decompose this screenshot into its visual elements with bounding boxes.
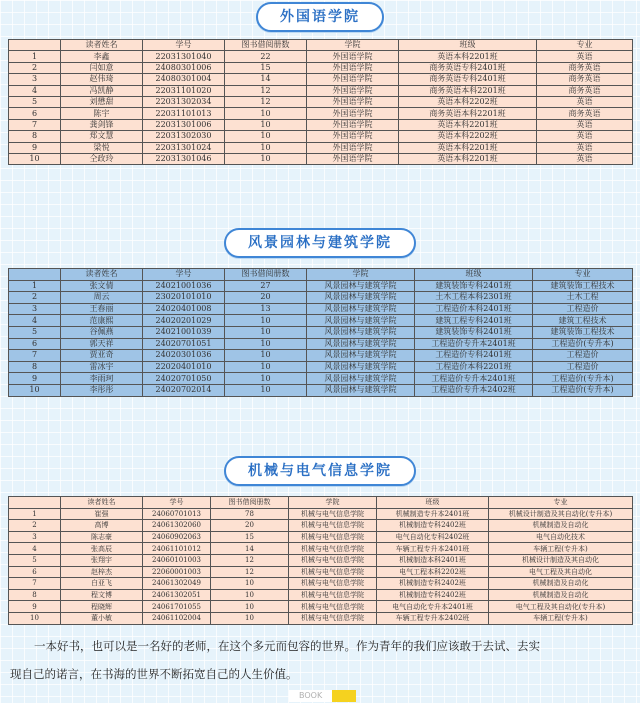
book-badge-accent xyxy=(332,690,356,702)
table-cell: 工程造价专升本2401班 xyxy=(415,338,533,350)
column-header: 学号 xyxy=(143,40,225,51)
table-cell: 机械与电气信息学院 xyxy=(289,520,377,532)
table-cell: 3 xyxy=(9,74,61,85)
table-cell: 1 xyxy=(9,51,61,62)
table-cell: 机械制造本科2401班 xyxy=(377,554,489,566)
table-row xyxy=(9,131,633,142)
table-cell: 建筑装饰专科2401班 xyxy=(415,326,533,338)
table-cell: 24020401008 xyxy=(143,303,225,315)
table-cell: 机械与电气信息学院 xyxy=(289,566,377,578)
table-cell: 22020401010 xyxy=(143,361,225,373)
table-cell: 风景园林与建筑学院 xyxy=(307,292,415,304)
table-cell: 英语本科2201班 xyxy=(399,142,537,153)
table-cell: 梁悦 xyxy=(61,142,143,153)
table-row xyxy=(9,326,633,338)
table-cell: 23020101010 xyxy=(143,292,225,304)
table-cell: 外国语学院 xyxy=(307,142,399,153)
table-cell: 英语 xyxy=(537,96,633,107)
table-cell: 风景园林与建筑学院 xyxy=(307,315,415,327)
table-cell: 10 xyxy=(225,338,307,350)
table-row xyxy=(9,612,633,624)
table-cell: 闫如意 xyxy=(61,62,143,73)
table-cell: 5 xyxy=(9,96,61,107)
section-title-foreign-languages: 外国语学院 xyxy=(256,2,384,32)
table-cell: 周云 xyxy=(61,292,143,304)
table-cell: 10 xyxy=(211,612,289,624)
table-cell: 24061302060 xyxy=(143,520,211,532)
table-cell: 24061302049 xyxy=(143,578,211,590)
table-cell: 22031101020 xyxy=(143,85,225,96)
table-cell: 7 xyxy=(9,350,61,362)
table-cell: 程文博 xyxy=(61,589,143,601)
table-row xyxy=(9,85,633,96)
table-cell: 工程造价 xyxy=(533,303,633,315)
table-cell: 78 xyxy=(211,508,289,520)
table-cell: 27 xyxy=(225,280,307,292)
table-cell: 8 xyxy=(9,361,61,373)
table-cell: 外国语学院 xyxy=(307,74,399,85)
table-cell: 机械制造及自动化 xyxy=(489,589,633,601)
table-cell: 4 xyxy=(9,315,61,327)
table-header-row xyxy=(9,497,633,509)
table-cell: 24061102004 xyxy=(143,612,211,624)
column-header: 学号 xyxy=(143,269,225,281)
table-cell: 10 xyxy=(225,373,307,385)
table-cell: 工程造价专升本2402班 xyxy=(415,384,533,396)
table-cell: 车辆工程(专升本) xyxy=(489,612,633,624)
column-header: 学号 xyxy=(143,497,211,509)
table-cell: 10 xyxy=(211,589,289,601)
table-cell: 22031301040 xyxy=(143,51,225,62)
table-cell: 12 xyxy=(211,554,289,566)
table-cell: 10 xyxy=(211,578,289,590)
table-cell: 机械与电气信息学院 xyxy=(289,612,377,624)
table-cell: 土木工程 xyxy=(533,292,633,304)
column-header: 读者姓名 xyxy=(61,497,143,509)
table-cell: 12 xyxy=(225,96,307,107)
table-cell: 车辆工程(专升本) xyxy=(489,543,633,555)
table-cell: 6 xyxy=(9,108,61,119)
table-cell: 董小敏 xyxy=(61,612,143,624)
table-cell: 24060101003 xyxy=(143,554,211,566)
table-cell: 24060701013 xyxy=(143,508,211,520)
table-cell: 8 xyxy=(9,131,61,142)
column-header: 专业 xyxy=(533,269,633,281)
table-cell: 机械与电气信息学院 xyxy=(289,554,377,566)
table-cell: 8 xyxy=(9,589,61,601)
table-cell: 10 xyxy=(225,361,307,373)
table-cell: 商务英语专科2401班 xyxy=(399,74,537,85)
column-header xyxy=(9,269,61,281)
table-row xyxy=(9,62,633,73)
table-cell: 外国语学院 xyxy=(307,85,399,96)
closing-line-1: 一本好书，也可以是一名好的老师，在这个多元而包容的世界。作为青年的我们应该敢于去试、去实 xyxy=(34,639,540,653)
table-row xyxy=(9,303,633,315)
column-header: 专业 xyxy=(537,40,633,51)
table-cell: 范康熙 xyxy=(61,315,143,327)
table-row xyxy=(9,51,633,62)
table-cell: 王春丽 xyxy=(61,303,143,315)
table-cell: 22031302030 xyxy=(143,131,225,142)
table-cell: 外国语学院 xyxy=(307,108,399,119)
table-cell: 风景园林与建筑学院 xyxy=(307,303,415,315)
table-cell: 14 xyxy=(211,543,289,555)
table-row xyxy=(9,361,633,373)
table-cell: 机械设计制造及其自动化 xyxy=(489,554,633,566)
table-cell: 赵伟琦 xyxy=(61,74,143,85)
column-header: 学院 xyxy=(307,269,415,281)
table-cell: 风景园林与建筑学院 xyxy=(307,361,415,373)
table-cell: 电气工程及其自动化 xyxy=(489,566,633,578)
table-cell: 英语 xyxy=(537,131,633,142)
table-cell: 2 xyxy=(9,62,61,73)
table-cell: 10 xyxy=(225,315,307,327)
table-cell: 24020701050 xyxy=(143,373,225,385)
table-cell: 高博 xyxy=(61,520,143,532)
table-cell: 10 xyxy=(225,153,307,164)
table-cell: 电气工程及其自动化(专升本) xyxy=(489,601,633,613)
table-cell: 建筑工程技术 xyxy=(533,315,633,327)
table-row xyxy=(9,74,633,85)
table-row xyxy=(9,153,633,164)
table-cell: 10 xyxy=(225,384,307,396)
column-header: 班级 xyxy=(415,269,533,281)
table-cell: 9 xyxy=(9,373,61,385)
table-cell: 24020701051 xyxy=(143,338,225,350)
table-cell: 张翔宇 xyxy=(61,554,143,566)
table-cell: 9 xyxy=(9,601,61,613)
table-cell: 建筑装饰专科2401班 xyxy=(415,280,533,292)
table-cell: 3 xyxy=(9,303,61,315)
table-cell: 工程造价(专升本) xyxy=(533,338,633,350)
table-cell: 英语 xyxy=(537,51,633,62)
table-cell: 机械设计制造及其自动化(专升本) xyxy=(489,508,633,520)
table-cell: 建筑装饰工程技术 xyxy=(533,326,633,338)
table-row xyxy=(9,142,633,153)
column-header xyxy=(9,40,61,51)
table-cell: 外国语学院 xyxy=(307,51,399,62)
table-cell: 李彤彤 xyxy=(61,384,143,396)
table-cell: 电气工程本科2202班 xyxy=(377,566,489,578)
table-cell: 12 xyxy=(225,85,307,96)
table-row xyxy=(9,520,633,532)
table-cell: 土木工程本科2301班 xyxy=(415,292,533,304)
table-cell: 2 xyxy=(9,292,61,304)
table-cell: 机械制造及自动化 xyxy=(489,578,633,590)
table-cell: 风景园林与建筑学院 xyxy=(307,280,415,292)
table-cell: 10 xyxy=(225,131,307,142)
table-cell: 1 xyxy=(9,508,61,520)
table-cell: 谷佩燕 xyxy=(61,326,143,338)
table-cell: 商务英语 xyxy=(537,108,633,119)
section-title-mechanical-electrical: 机械与电气信息学院 xyxy=(224,456,416,486)
table-cell: 龚剑锋 xyxy=(61,119,143,130)
table-cell: 22060001003 xyxy=(143,566,211,578)
table-cell: 机械制造专升本2401班 xyxy=(377,508,489,520)
table-cell: 车辆工程专升本2401班 xyxy=(377,543,489,555)
table-cell: 10 xyxy=(225,350,307,362)
table-cell: 10 xyxy=(225,108,307,119)
table-cell: 英语本科2201班 xyxy=(399,153,537,164)
table-row xyxy=(9,119,633,130)
book-badge-label: BOOK xyxy=(289,690,332,702)
table-cell: 10 xyxy=(225,119,307,130)
table-cell: 工程造价(专升本) xyxy=(533,373,633,385)
table-cell: 10 xyxy=(225,326,307,338)
table-cell: 4 xyxy=(9,85,61,96)
table-cell: 10 xyxy=(9,384,61,396)
table-cell: 商务英语 xyxy=(537,74,633,85)
table-cell: 电气自动化专升本2401班 xyxy=(377,601,489,613)
table-row xyxy=(9,292,633,304)
table-cell: 英语本科2202班 xyxy=(399,131,537,142)
table-cell: 外国语学院 xyxy=(307,62,399,73)
table-row xyxy=(9,373,633,385)
table-cell: 7 xyxy=(9,578,61,590)
column-header: 班级 xyxy=(399,40,537,51)
table-cell: 22 xyxy=(225,51,307,62)
section-title-landscape-architecture: 风景园林与建筑学院 xyxy=(224,228,416,258)
table-cell: 赵梓杰 xyxy=(61,566,143,578)
table-row xyxy=(9,350,633,362)
table-cell: 外国语学院 xyxy=(307,96,399,107)
table-cell: 24021001039 xyxy=(143,326,225,338)
table-cell: 白亚飞 xyxy=(61,578,143,590)
column-header: 专业 xyxy=(489,497,633,509)
table-cell: 工程造价 xyxy=(533,350,633,362)
table-cell: 雷冰宇 xyxy=(61,361,143,373)
table-cell: 24080301006 xyxy=(143,62,225,73)
table-cell: 22031301006 xyxy=(143,119,225,130)
table-cell: 郑文慧 xyxy=(61,131,143,142)
table-cell: 李雨珂 xyxy=(61,373,143,385)
table-cell: 风景园林与建筑学院 xyxy=(307,338,415,350)
table-cell: 机械制造专科2402班 xyxy=(377,520,489,532)
table-cell: 外国语学院 xyxy=(307,131,399,142)
table-cell: 机械与电气信息学院 xyxy=(289,601,377,613)
table-cell: 外国语学院 xyxy=(307,119,399,130)
table-cell: 建筑装饰工程技术 xyxy=(533,280,633,292)
ranking-table-landscape-architecture xyxy=(8,268,633,397)
closing-line-2: 现自己的诺言，在书海的世界不断拓宽自己的人生价值。 xyxy=(10,667,298,681)
table-cell: 商务英语 xyxy=(537,85,633,96)
column-header: 学院 xyxy=(307,40,399,51)
table-cell: 英语本科2201班 xyxy=(399,51,537,62)
table-cell: 7 xyxy=(9,119,61,130)
table-row xyxy=(9,578,633,590)
table-cell: 程晓辉 xyxy=(61,601,143,613)
table-cell: 风景园林与建筑学院 xyxy=(307,326,415,338)
table-header-row xyxy=(9,40,633,51)
table-cell: 2 xyxy=(9,520,61,532)
table-cell: 商务英语本科2201班 xyxy=(399,108,537,119)
table-row xyxy=(9,280,633,292)
book-badge xyxy=(289,690,356,702)
table-header-row xyxy=(9,269,633,281)
table-cell: 22031302034 xyxy=(143,96,225,107)
table-cell: 工程造价专科2401班 xyxy=(415,350,533,362)
column-header: 图书借阅册数 xyxy=(225,40,307,51)
table-cell: 崔强 xyxy=(61,508,143,520)
table-row xyxy=(9,108,633,119)
table-cell: 外国语学院 xyxy=(307,153,399,164)
table-cell: 郭天祥 xyxy=(61,338,143,350)
table-cell: 6 xyxy=(9,566,61,578)
table-cell: 工程造价本科2201班 xyxy=(415,361,533,373)
ranking-table-mechanical-electrical xyxy=(8,496,633,625)
table-cell: 风景园林与建筑学院 xyxy=(307,350,415,362)
table-row xyxy=(9,315,633,327)
table-cell: 机械制造专科2402班 xyxy=(377,589,489,601)
table-cell: 4 xyxy=(9,543,61,555)
table-cell: 24021001036 xyxy=(143,280,225,292)
table-cell: 电气自动化专科2402班 xyxy=(377,531,489,543)
column-header: 图书借阅册数 xyxy=(225,269,307,281)
table-row xyxy=(9,543,633,555)
table-cell: 商务英语本科2201班 xyxy=(399,85,537,96)
table-cell: 24061101012 xyxy=(143,543,211,555)
column-header: 学院 xyxy=(289,497,377,509)
table-cell: 机械与电气信息学院 xyxy=(289,531,377,543)
table-cell: 机械与电气信息学院 xyxy=(289,578,377,590)
table-cell: 风景园林与建筑学院 xyxy=(307,384,415,396)
table-cell: 20 xyxy=(211,520,289,532)
table-cell: 24060902063 xyxy=(143,531,211,543)
table-row xyxy=(9,566,633,578)
column-header: 班级 xyxy=(377,497,489,509)
table-cell: 英语 xyxy=(537,119,633,130)
table-cell: 仝政玲 xyxy=(61,153,143,164)
table-row xyxy=(9,338,633,350)
table-cell: 机械与电气信息学院 xyxy=(289,508,377,520)
table-cell: 10 xyxy=(9,612,61,624)
table-cell: 工程造价本科2401班 xyxy=(415,303,533,315)
closing-paragraph xyxy=(10,632,632,688)
table-cell: 10 xyxy=(9,153,61,164)
table-cell: 车辆工程专升本2402班 xyxy=(377,612,489,624)
table-cell: 13 xyxy=(225,303,307,315)
table-cell: 电气自动化技术 xyxy=(489,531,633,543)
table-cell: 贾亚奇 xyxy=(61,350,143,362)
column-header: 读者姓名 xyxy=(61,269,143,281)
column-header: 图书借阅册数 xyxy=(211,497,289,509)
table-cell: 24080301004 xyxy=(143,74,225,85)
table-cell: 6 xyxy=(9,338,61,350)
table-cell: 24061302051 xyxy=(143,589,211,601)
table-cell: 24061701055 xyxy=(143,601,211,613)
table-row xyxy=(9,554,633,566)
table-cell: 机械与电气信息学院 xyxy=(289,589,377,601)
table-cell: 工程造价 xyxy=(533,361,633,373)
table-cell: 14 xyxy=(225,74,307,85)
table-cell: 机械与电气信息学院 xyxy=(289,543,377,555)
table-cell: 商务英语 xyxy=(537,62,633,73)
column-header: 读者姓名 xyxy=(61,40,143,51)
table-cell: 陈宇 xyxy=(61,108,143,119)
ranking-table-foreign-languages xyxy=(8,39,633,165)
table-cell: 1 xyxy=(9,280,61,292)
table-cell: 24020201029 xyxy=(143,315,225,327)
table-cell: 22031301024 xyxy=(143,142,225,153)
table-cell: 张文倩 xyxy=(61,280,143,292)
column-header xyxy=(9,497,61,509)
table-cell: 刘懋甜 xyxy=(61,96,143,107)
table-cell: 24020702014 xyxy=(143,384,225,396)
table-cell: 12 xyxy=(211,566,289,578)
table-cell: 22031101013 xyxy=(143,108,225,119)
table-cell: 5 xyxy=(9,554,61,566)
table-cell: 建筑工程专科2401班 xyxy=(415,315,533,327)
table-cell: 机械制造及自动化 xyxy=(489,520,633,532)
table-cell: 24020301036 xyxy=(143,350,225,362)
table-cell: 英语本科2202班 xyxy=(399,96,537,107)
table-cell: 5 xyxy=(9,326,61,338)
table-row xyxy=(9,96,633,107)
table-cell: 20 xyxy=(225,292,307,304)
table-row xyxy=(9,508,633,520)
table-cell: 10 xyxy=(225,142,307,153)
table-cell: 英语 xyxy=(537,153,633,164)
table-cell: 机械制造专科2402班 xyxy=(377,578,489,590)
table-row xyxy=(9,531,633,543)
table-cell: 9 xyxy=(9,142,61,153)
table-row xyxy=(9,589,633,601)
table-cell: 15 xyxy=(211,531,289,543)
table-row xyxy=(9,601,633,613)
table-cell: 工程造价(专升本) xyxy=(533,384,633,396)
table-cell: 15 xyxy=(225,62,307,73)
table-cell: 冯凯静 xyxy=(61,85,143,96)
table-cell: 李鑫 xyxy=(61,51,143,62)
table-cell: 英语 xyxy=(537,142,633,153)
table-cell: 3 xyxy=(9,531,61,543)
table-cell: 商务英语专科2401班 xyxy=(399,62,537,73)
table-cell: 陈志豪 xyxy=(61,531,143,543)
table-cell: 风景园林与建筑学院 xyxy=(307,373,415,385)
table-cell: 英语本科2201班 xyxy=(399,119,537,130)
table-cell: 张高辰 xyxy=(61,543,143,555)
table-cell: 22031301046 xyxy=(143,153,225,164)
table-cell: 工程造价专升本2401班 xyxy=(415,373,533,385)
table-cell: 10 xyxy=(211,601,289,613)
table-row xyxy=(9,384,633,396)
